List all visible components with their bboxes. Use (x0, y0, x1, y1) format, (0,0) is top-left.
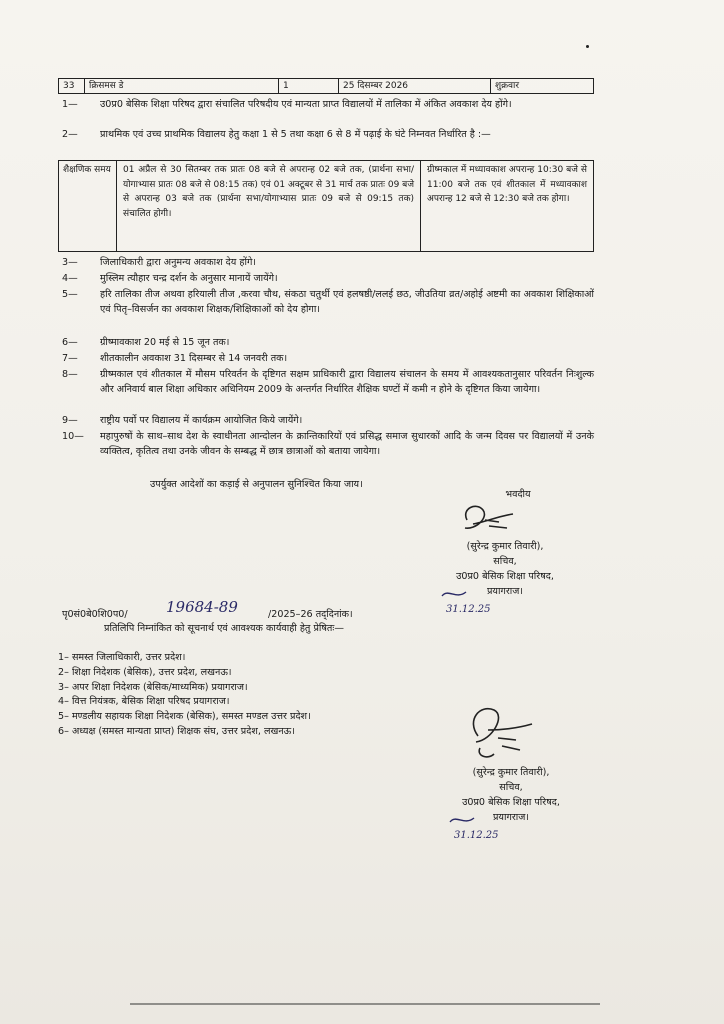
reference-prefix: पृ0सं0बे0शि0प0/ (62, 609, 128, 620)
signatory-designation: सचिव, (499, 782, 523, 793)
handwritten-date-2: 31.12.25 (454, 830, 499, 841)
point-7 (62, 352, 594, 367)
point-number: 7— (62, 353, 78, 364)
point-2 (62, 128, 594, 143)
school-hours-cell: 01 अप्रैल से 30 सितम्बर तक प्रातः 08 बजे से अपरान्ह 02 बजे तक, (प्रार्थना सभा/योगाभ्यास प्रातः 08 बजे से 08:15 तक) एवं 01 अक्टूबर से 31 मार्च तक प्रातः 09 बजे से अपरान्ह 03 बजे तक (प्रार्थना सभा/योगाभ्यास प्रातः 09 बजे से 09:15 तक) संचालित होगी। (117, 161, 421, 251)
point-text: ग्रीष्मकाल एवं शीतकाल में मौसम परिवर्तन के दृष्टिगत सक्षम प्राधिकारी द्वारा विद्यालय संचालन के समय में आवश्यकतानुसार परिवर्तन निःशुल्क और अनिवार्य बाल शिक्षा अधिकार अधिनियम 2009 के अन्तर्गत निर्धारित शैक्षिक घण्टों में कमी न होने के दृष्टिगत किया जायेगा। (100, 369, 594, 395)
point-number: 4— (62, 273, 78, 284)
interval-cell: ग्रीष्मकाल में मध्यावकाश अपरान्ह 10:30 बजे से 11:00 बजे तक एवं शीतकाल में मध्यावकाश अपरान्ह 12 बजे से 12:30 बजे तक होगा। (427, 165, 587, 204)
point-text: राष्ट्रीय पर्वो पर विद्यालय में कार्यक्रम आयोजित किये जायेंगे। (100, 415, 303, 426)
point-number: 6— (62, 337, 78, 348)
point-1 (62, 98, 594, 113)
point-text: उ0प्र0 बेसिक शिक्षा परिषद द्वारा संचालित परिषदीय एवं मान्यता प्राप्त विद्यालयों में तालिका में अंकित अवकाश देय होंगे। (100, 99, 512, 110)
point-text: महापुरुषों के साथ–साथ देश के स्वाधीनता आन्दोलन के क्रान्तिकारियों एवं प्रसिद्ध समाज सुधारकों आदि के जन्म दिवस पर विद्यालयों में उनके व्यक्तित्व, कृतित्व तथा उनके जीवन के सम्बद्ध में छात्र छात्राओं को बताया जायेगा। (100, 431, 594, 457)
signature-2 (458, 700, 538, 762)
holiday-serial: 33 (59, 79, 85, 93)
scan-edge-line (130, 1003, 600, 1005)
list-item: 4– वित्त नियंत्रक, बेसिक शिक्षा परिषद प्रयागराज। (58, 696, 230, 708)
initial-mark-2 (448, 812, 478, 828)
point-text: ग्रीष्मावकाश 20 मई से 15 जून तक। (100, 337, 230, 348)
handwritten-date-1: 31.12.25 (446, 604, 491, 615)
point-text: जिलाधिकारी द्वारा अनुमन्य अवकाश देय होंगे। (100, 257, 256, 268)
point-6 (62, 336, 594, 351)
list-item: 5– मण्डलीय सहायक शिक्षा निदेशक (बेसिक), समस्त मण्डल उत्तर प्रदेश। (58, 711, 311, 723)
copy-intro: प्रतिलिपि निम्नांकित को सूचनार्थ एवं आवश्यक कार्यवाही हेतु प्रेषितः— (104, 623, 344, 634)
point-text: मुस्लिम त्यौहार चन्द्र दर्शन के अनुसार मानायें जायेंगे। (100, 273, 278, 284)
point-text: शीतकालीन अवकाश 31 दिसम्बर से 14 जनवरी तक। (100, 353, 288, 364)
signature-1 (455, 500, 525, 538)
speck (586, 45, 589, 48)
holiday-days: 1 (279, 79, 339, 93)
timing-label: शैक्षणिक समय (59, 161, 117, 251)
signatory-office: उ0प्र0 बेसिक शिक्षा परिषद, (462, 797, 560, 808)
point-text: हरि तालिका तीज अथवा हरियाली तीज ,करवा चौथ, संकठा चतुर्थी एवं हलषष्ठी/ललई छठ, जीउतिया व्रत/अहोई अष्टमी का अवकाश शिक्षिकाओं एवं पितृ–विसर्जन का अवकाश शिक्षक/शिक्षिकाओं को देय होगा। (100, 289, 594, 315)
list-item: 6– अध्यक्ष (समस्त मान्यता प्राप्त) शिक्षक संघ, उत्तर प्रदेश, लखनऊ। (58, 725, 295, 737)
point-9 (62, 414, 594, 429)
holiday-name: क्रिसमस डे (85, 79, 279, 93)
point-8 (62, 368, 594, 397)
point-text: प्राथमिक एवं उच्च प्राथमिक विद्यालय हेतु कक्षा 1 से 5 तथा कक्षा 6 से 8 में पढ़ाई के घंटे निम्नवत निर्धारित है :— (100, 129, 491, 140)
point-number: 3— (62, 257, 78, 268)
holiday-weekday: शुक्रवार (495, 81, 520, 91)
point-3 (62, 256, 594, 271)
signatory-name: (सुरेन्द्र कुमार तिवारी), (466, 541, 544, 552)
holiday-date: 25 दिसम्बर 2026 (339, 79, 491, 93)
list-item: 3– अपर शिक्षा निदेशक (बेसिक/माध्यमिक) प्रयागराज। (58, 681, 248, 693)
point-number: 5— (62, 289, 78, 300)
list-item: 1– समस्त जिलाधिकारी, उत्तर प्रदेश। (58, 652, 186, 663)
point-number: 8— (62, 369, 78, 380)
reference-number: 19684-89 (166, 598, 238, 616)
signatory-office: उ0प्र0 बेसिक शिक्षा परिषद, (456, 571, 554, 582)
point-number: 10— (62, 431, 84, 442)
point-number: 1— (62, 99, 78, 110)
reference-suffix: /2025–26 तद्‌दिनांक। (268, 609, 353, 620)
signatory-name: (सुरेन्द्र कुमार तिवारी), (472, 767, 550, 778)
compliance-note: उपर्युक्त आदेशों का कड़ाई से अनुपालन सुनिश्चित किया जाय। (150, 479, 363, 490)
point-4 (62, 272, 594, 287)
signatory-place: प्रयागराज। (492, 812, 530, 823)
cc-list (58, 651, 311, 740)
holiday-table-row (58, 78, 594, 94)
initial-mark-1 (440, 586, 470, 602)
point-number: 2— (62, 129, 78, 140)
list-item: 2– शिक्षा निदेशक (बेसिक), उत्तर प्रदेश, लखनऊ। (58, 666, 232, 678)
point-10 (62, 430, 594, 459)
timing-table (58, 160, 594, 252)
signatory-designation: सचिव, (493, 556, 517, 567)
salutation: भवदीय (505, 489, 531, 500)
point-5 (62, 288, 594, 317)
point-number: 9— (62, 415, 78, 426)
signatory-place: प्रयागराज। (486, 586, 524, 597)
